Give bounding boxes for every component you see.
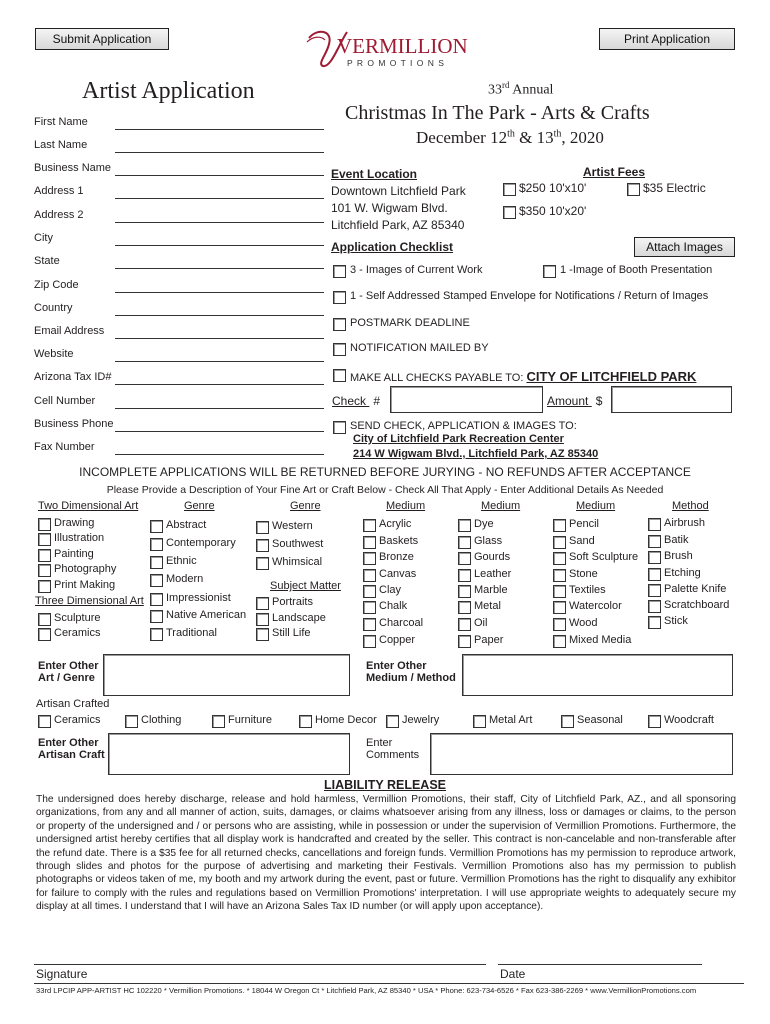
last-name-label: Last Name: [34, 139, 88, 151]
zip-code-input[interactable]: [115, 281, 324, 293]
country-input[interactable]: [115, 304, 324, 316]
medium1-charcoal-checkbox[interactable]: [363, 618, 376, 631]
email-address-label: Email Address: [34, 325, 105, 337]
medium-header-1: Medium: [386, 500, 426, 512]
fee-350-checkbox[interactable]: [503, 206, 516, 219]
submit-application-button[interactable]: Submit Application: [35, 28, 169, 50]
two_dim-print-making-label: Print Making: [54, 579, 116, 591]
city-input[interactable]: [115, 234, 324, 246]
medium3-stone-label: Stone: [569, 568, 598, 580]
genre1-ethnic-checkbox[interactable]: [150, 556, 163, 569]
two_dim-drawing-checkbox[interactable]: [38, 518, 51, 531]
medium1-charcoal-label: Charcoal: [379, 617, 424, 629]
date-label: Date: [500, 967, 526, 981]
fee-electric-checkbox[interactable]: [627, 183, 640, 196]
method-stick-checkbox[interactable]: [648, 616, 661, 629]
fee-350-label: $350 10'x20': [519, 204, 587, 218]
medium3-mixed-media-checkbox[interactable]: [553, 635, 566, 648]
event-date: December 12th & 13th, 2020: [416, 128, 604, 147]
medium2-dye-checkbox[interactable]: [458, 519, 471, 532]
artisan-jewelry-checkbox[interactable]: [386, 715, 399, 728]
fax-number-input[interactable]: [115, 443, 324, 455]
artisan-seasonal-label: Seasonal: [577, 714, 623, 726]
business-phone-label: Business Phone: [34, 418, 114, 430]
payable-checkbox[interactable]: [333, 369, 346, 382]
two_dim-photography-checkbox[interactable]: [38, 564, 51, 577]
checklist-images-label: 3 - Images of Current Work: [350, 264, 483, 276]
genre2-southwest-checkbox[interactable]: [256, 539, 269, 552]
two_dim-illustration-label: Illustration: [54, 532, 105, 544]
zip-code-label: Zip Code: [34, 279, 79, 291]
medium2-metal-label: Metal: [474, 600, 501, 612]
genre1-impressionist-checkbox[interactable]: [150, 593, 163, 606]
genre1-ethnic-label: Ethnic: [166, 555, 197, 567]
website-input[interactable]: [115, 350, 324, 362]
attach-images-button[interactable]: Attach Images: [634, 237, 735, 257]
medium2-paper-label: Paper: [474, 634, 504, 646]
medium1-bronze-checkbox[interactable]: [363, 552, 376, 565]
subject-still-life-checkbox[interactable]: [256, 628, 269, 641]
address-2-label: Address 2: [34, 209, 84, 221]
genre-header-2: Genre: [290, 500, 321, 512]
annual-label: 33rd Annual: [488, 80, 554, 98]
genre1-contemporary-checkbox[interactable]: [150, 538, 163, 551]
medium2-dye-label: Dye: [474, 518, 494, 530]
checklist-heading: Application Checklist: [331, 240, 454, 254]
business-name-input[interactable]: [115, 164, 324, 176]
artisan-metal-art-label: Metal Art: [489, 714, 533, 726]
fee-250-label: $250 10'x10': [519, 181, 587, 195]
notification-checkbox[interactable]: [333, 343, 346, 356]
arizona-tax-id-label: Arizona Tax ID#: [34, 371, 112, 383]
medium1-canvas-label: Canvas: [379, 568, 417, 580]
method-airbrush-checkbox[interactable]: [648, 518, 661, 531]
two-dimensional-header: Two Dimensional Art: [38, 500, 139, 512]
postmark-label: POSTMARK DEADLINE: [350, 317, 470, 329]
cell-number-label: Cell Number: [34, 395, 96, 407]
medium2-paper-checkbox[interactable]: [458, 635, 471, 648]
medium3-pencil-label: Pencil: [569, 518, 599, 530]
medium2-marble-label: Marble: [474, 584, 508, 596]
genre1-native-american-label: Native American: [166, 609, 247, 621]
genre2-western-label: Western: [272, 520, 313, 532]
medium1-copper-label: Copper: [379, 634, 416, 646]
two_dim-painting-label: Painting: [54, 548, 94, 560]
fee-250-checkbox[interactable]: [503, 183, 516, 196]
two_dim-drawing-label: Drawing: [54, 517, 95, 529]
method-airbrush-label: Airbrush: [664, 517, 705, 529]
other-craft-label: Enter Other Artisan Craft: [38, 737, 105, 761]
city-label: City: [34, 232, 53, 244]
last-name-input[interactable]: [115, 141, 324, 153]
location-line3: Litchfield Park, AZ 85340: [331, 218, 465, 232]
logo-wordmark: VERMILLION: [337, 34, 468, 58]
method-palette-knife-label: Palette Knife: [664, 583, 727, 595]
method-scratchboard-checkbox[interactable]: [648, 600, 661, 613]
vermillion-logo: [303, 24, 469, 72]
artisan-home-decor-label: Home Decor: [315, 714, 377, 726]
two_dim-print-making-checkbox[interactable]: [38, 580, 51, 593]
logo-subtitle: P R O M O T I O N S: [347, 58, 445, 68]
medium2-oil-label: Oil: [474, 617, 488, 629]
genre1-abstract-label: Abstract: [166, 519, 207, 531]
liability-text: The undersigned does hereby discharge, release and hold harmless, Vermillion Promotions, their staff, City of Litchfield Park, AZ., and all sponsoring organizations, from any and all manner of action, suits, damages, or claims whatsoever arising from any illness, loss or damages or claims, to the person or property of the undersigned and / or persons who are assisting, while in possession or under the supervision of Vermillion Promotions. Furthermore, the undersigned artist hereby certifies that all display work is handcrafted and created by the seller. This contract is non-cancelable and non-transferable after the refund date. There is a $35 fee for all returned checks, cancellations and foreign funds. Vermillion Promotions has my permission to reproduce artwork, through slides and photos for the purpose of advertising and marketing their Festivals. Vermillion Promotions also has my permission to publish photographs or videos taken of me, my booth and my artwork during the event, past or future. Vermillion Promotions has the right to disqualify any exhibitor for failure to comply with the rules and regulations based on Vermillion Promotions' interpretation. I will use appropriate weights to adequately secure my display at all times. I understand that I will have an Arizona Sales Tax ID number (or will apply upon acceptance).: [36, 794, 736, 913]
method-batik-label: Batik: [664, 534, 689, 546]
subject-landscape-label: Landscape: [272, 612, 326, 624]
artisan-ceramics-label: Ceramics: [54, 714, 101, 726]
amount-label: Amount $: [547, 394, 603, 408]
email-address-input[interactable]: [115, 327, 324, 339]
business-phone-input[interactable]: [115, 420, 324, 432]
fax-number-label: Fax Number: [34, 441, 95, 453]
two_dim-illustration-checkbox[interactable]: [38, 533, 51, 546]
other-craft-input[interactable]: [108, 733, 350, 775]
medium1-chalk-label: Chalk: [379, 600, 408, 612]
send-address-line2: 214 W Wigwam Blvd., Litchfield Park, AZ 85340: [353, 448, 599, 460]
state-input[interactable]: [115, 257, 324, 269]
method-stick-label: Stick: [664, 615, 688, 627]
method-palette-knife-checkbox[interactable]: [648, 584, 661, 597]
cell-number-input[interactable]: [115, 397, 324, 409]
first-name-input[interactable]: [115, 118, 324, 130]
artisan-jewelry-label: Jewelry: [402, 714, 440, 726]
footer-text: 33rd LPCIP APP-ARTIST HC 102220 * Vermillion Promotions. * 18044 W Oregon Ct * Litchfield Park, AZ 85340 * USA * Phone: 623-734-6526 * Fax 623-386-2269 * www.VermillionPromotions.com: [36, 986, 697, 995]
location-line2: 101 W. Wigwam Blvd.: [331, 201, 448, 215]
fee-electric-label: $35 Electric: [643, 181, 706, 195]
location-line1: Downtown Litchfield Park: [331, 184, 466, 198]
other-art-genre-label: Enter Other Art / Genre: [38, 660, 99, 684]
genre2-southwest-label: Southwest: [272, 538, 324, 550]
three_dim-ceramics-label: Ceramics: [54, 627, 101, 639]
other-medium-label: Enter Other Medium / Method: [366, 660, 456, 684]
medium1-acrylic-label: Acrylic: [379, 518, 412, 530]
medium2-glass-label: Glass: [474, 535, 503, 547]
instructions-text: Please Provide a Description of Your Fine Art or Craft Below - Check All That Apply - Enter Additional Details As Needed: [106, 484, 664, 496]
medium3-watercolor-label: Watercolor: [569, 600, 622, 612]
method-brush-checkbox[interactable]: [648, 551, 661, 564]
two_dim-photography-label: Photography: [54, 563, 117, 575]
medium3-wood-checkbox[interactable]: [553, 618, 566, 631]
genre1-traditional-checkbox[interactable]: [150, 628, 163, 641]
print-application-button[interactable]: Print Application: [599, 28, 735, 50]
method-header: Method: [672, 500, 709, 512]
medium3-textiles-label: Textiles: [569, 584, 606, 596]
artisan-metal-art-checkbox[interactable]: [473, 715, 486, 728]
three_dim-ceramics-checkbox[interactable]: [38, 628, 51, 641]
medium1-canvas-checkbox[interactable]: [363, 569, 376, 582]
medium3-sand-label: Sand: [569, 535, 595, 547]
website-label: Website: [34, 348, 74, 360]
checklist-images-checkbox[interactable]: [333, 265, 346, 278]
medium1-baskets-label: Baskets: [379, 535, 419, 547]
send-checkbox[interactable]: [333, 421, 346, 434]
check-number-input[interactable]: [390, 386, 543, 413]
genre1-abstract-checkbox[interactable]: [150, 520, 163, 533]
medium3-mixed-media-label: Mixed Media: [569, 634, 632, 646]
medium1-chalk-checkbox[interactable]: [363, 601, 376, 614]
arizona-tax-id-input[interactable]: [115, 373, 324, 385]
genre2-whimsical-checkbox[interactable]: [256, 557, 269, 570]
other-medium-input[interactable]: [462, 654, 733, 696]
artisan-crafted-header: Artisan Crafted: [36, 698, 110, 710]
genre2-whimsical-label: Whimsical: [272, 556, 323, 568]
checklist-booth-checkbox[interactable]: [543, 265, 556, 278]
medium1-copper-checkbox[interactable]: [363, 635, 376, 648]
amount-input[interactable]: [611, 386, 732, 413]
genre1-traditional-label: Traditional: [166, 627, 217, 639]
medium-header-2: Medium: [481, 500, 521, 512]
other-art-genre-input[interactable]: [103, 654, 350, 696]
subject-matter-header: Subject Matter: [270, 580, 341, 592]
state-label: State: [34, 255, 60, 267]
artisan-home-decor-checkbox[interactable]: [299, 715, 312, 728]
address-1-input[interactable]: [115, 187, 324, 199]
genre1-impressionist-label: Impressionist: [166, 592, 231, 604]
payable-label: MAKE ALL CHECKS PAYABLE TO: CITY OF LITCHFIELD PARK: [350, 369, 697, 384]
comments-input[interactable]: [430, 733, 733, 775]
medium3-soft-sculpture-checkbox[interactable]: [553, 552, 566, 565]
first-name-label: First Name: [34, 116, 88, 128]
medium3-textiles-checkbox[interactable]: [553, 585, 566, 598]
checklist-booth-label: 1 -Image of Booth Presentation: [560, 264, 713, 276]
subject-portraits-label: Portraits: [272, 596, 313, 608]
postmark-checkbox[interactable]: [333, 318, 346, 331]
checklist-envelope-label: 1 - Self Addressed Stamped Envelope for Notifications / Return of Images: [350, 290, 709, 302]
three_dim-sculpture-checkbox[interactable]: [38, 613, 51, 626]
medium1-acrylic-checkbox[interactable]: [363, 519, 376, 532]
artisan-woodcraft-checkbox[interactable]: [648, 715, 661, 728]
medium2-marble-checkbox[interactable]: [458, 585, 471, 598]
three_dim-sculpture-label: Sculpture: [54, 612, 101, 624]
signature-line[interactable]: [34, 964, 486, 965]
artisan-furniture-label: Furniture: [228, 714, 273, 726]
medium3-watercolor-checkbox[interactable]: [553, 601, 566, 614]
medium-header-3: Medium: [576, 500, 616, 512]
medium1-baskets-checkbox[interactable]: [363, 536, 376, 549]
genre2-western-checkbox[interactable]: [256, 521, 269, 534]
medium3-stone-checkbox[interactable]: [553, 569, 566, 582]
medium3-soft-sculpture-label: Soft Sculpture: [569, 551, 639, 563]
artist-fees-heading: Artist Fees: [583, 165, 646, 179]
medium3-wood-label: Wood: [569, 617, 598, 629]
date-line[interactable]: [498, 964, 702, 965]
medium2-gourds-label: Gourds: [474, 551, 511, 563]
artisan-seasonal-checkbox[interactable]: [561, 715, 574, 728]
medium2-leather-label: Leather: [474, 568, 512, 580]
medium3-sand-checkbox[interactable]: [553, 536, 566, 549]
method-scratchboard-label: Scratchboard: [664, 599, 730, 611]
three-dimensional-header: Three Dimensional Art: [35, 595, 144, 607]
genre1-native-american-checkbox[interactable]: [150, 610, 163, 623]
event-location-heading: Event Location: [331, 167, 418, 181]
medium1-clay-label: Clay: [379, 584, 402, 596]
subject-landscape-checkbox[interactable]: [256, 613, 269, 626]
incomplete-notice: INCOMPLETE APPLICATIONS WILL BE RETURNED BEFORE JURYING - NO REFUNDS AFTER ACCEPTANCE: [79, 465, 691, 479]
liability-heading: LIABILITY RELEASE: [323, 778, 446, 792]
medium2-glass-checkbox[interactable]: [458, 536, 471, 549]
artisan-clothing-checkbox[interactable]: [125, 715, 138, 728]
method-brush-label: Brush: [664, 550, 693, 562]
genre1-modern-label: Modern: [166, 573, 204, 585]
address-2-input[interactable]: [115, 211, 324, 223]
artisan-clothing-label: Clothing: [141, 714, 182, 726]
send-label: SEND CHECK, APPLICATION & IMAGES TO:: [350, 420, 577, 432]
medium1-bronze-label: Bronze: [379, 551, 414, 563]
send-address-line1: City of Litchfield Park Recreation Center: [353, 433, 564, 445]
genre1-contemporary-label: Contemporary: [166, 537, 236, 549]
address-1-label: Address 1: [34, 185, 84, 197]
genre1-modern-checkbox[interactable]: [150, 574, 163, 587]
medium3-pencil-checkbox[interactable]: [553, 519, 566, 532]
medium2-oil-checkbox[interactable]: [458, 618, 471, 631]
event-name: Christmas In The Park - Arts & Crafts: [345, 102, 650, 124]
genre-header-1: Genre: [184, 500, 215, 512]
medium1-clay-checkbox[interactable]: [363, 585, 376, 598]
business-name-label: Business Name: [34, 162, 112, 174]
footer-divider: [34, 983, 744, 984]
signature-label: Signature: [36, 967, 88, 981]
method-etching-checkbox[interactable]: [648, 568, 661, 581]
notification-label: NOTIFICATION MAILED BY: [350, 342, 489, 354]
method-batik-checkbox[interactable]: [648, 535, 661, 548]
checklist-envelope-checkbox[interactable]: [333, 291, 346, 304]
medium2-gourds-checkbox[interactable]: [458, 552, 471, 565]
subject-portraits-checkbox[interactable]: [256, 597, 269, 610]
subject-still-life-label: Still Life: [272, 627, 311, 639]
artisan-furniture-checkbox[interactable]: [212, 715, 225, 728]
country-label: Country: [34, 302, 73, 314]
comments-label: Enter Comments: [366, 737, 420, 761]
page-title: Artist Application: [82, 78, 255, 104]
artisan-ceramics-checkbox[interactable]: [38, 715, 51, 728]
method-etching-label: Etching: [664, 567, 701, 579]
check-number-label: Check #: [332, 394, 381, 408]
medium2-leather-checkbox[interactable]: [458, 569, 471, 582]
two_dim-painting-checkbox[interactable]: [38, 549, 51, 562]
medium2-metal-checkbox[interactable]: [458, 601, 471, 614]
artisan-woodcraft-label: Woodcraft: [664, 714, 714, 726]
